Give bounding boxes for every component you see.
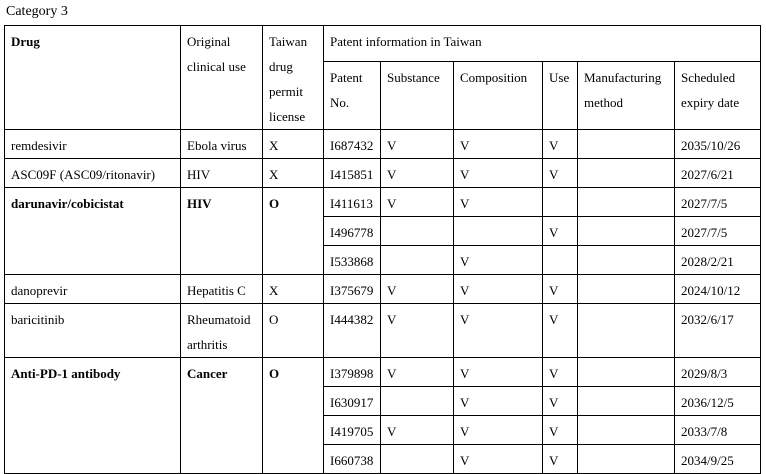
- table-row: [5, 159, 761, 188]
- drug-cell: remdesivir: [5, 130, 181, 159]
- use-mark-cell: V: [543, 304, 578, 358]
- patent-cell: I415851: [324, 159, 381, 188]
- expiry-cell: 2024/10/12: [675, 275, 761, 304]
- expiry-cell: 2029/8/3: [675, 358, 761, 387]
- drug-cell: Anti-PD-1 antibody: [5, 358, 181, 474]
- table-row: [5, 188, 761, 217]
- use-cell: Rheumatoid arthritis: [181, 304, 263, 358]
- composition-cell: V: [454, 445, 543, 474]
- expiry-cell: 2027/6/21: [675, 159, 761, 188]
- table-row: [5, 304, 761, 358]
- header-substance: Substance: [381, 62, 454, 130]
- composition-cell: V: [454, 304, 543, 358]
- substance-cell: [381, 217, 454, 246]
- substance-cell: V: [381, 358, 454, 387]
- manufacturing-cell: [578, 304, 675, 358]
- manufacturing-cell: [578, 275, 675, 304]
- expiry-cell: 2027/7/5: [675, 217, 761, 246]
- substance-cell: V: [381, 188, 454, 217]
- use-cell: HIV: [181, 188, 263, 275]
- drug-cell: danoprevir: [5, 275, 181, 304]
- use-cell: Cancer: [181, 358, 263, 474]
- table-row: [5, 275, 761, 304]
- composition-cell: V: [454, 275, 543, 304]
- header-composition: Composition: [454, 62, 543, 130]
- use-mark-cell: V: [543, 217, 578, 246]
- header-use: Use: [543, 62, 578, 130]
- license-cell: O: [263, 304, 324, 358]
- header-manufacturing: Manufacturing method: [578, 62, 675, 130]
- use-mark-cell: V: [543, 387, 578, 416]
- composition-cell: V: [454, 246, 543, 275]
- use-mark-cell: V: [543, 445, 578, 474]
- patent-table: [4, 25, 761, 474]
- composition-cell: V: [454, 416, 543, 445]
- manufacturing-cell: [578, 217, 675, 246]
- license-cell: X: [263, 159, 324, 188]
- header-taiwan-license: Taiwan drug permit license: [263, 26, 324, 130]
- patent-cell: I411613: [324, 188, 381, 217]
- expiry-cell: 2028/2/21: [675, 246, 761, 275]
- expiry-cell: 2027/7/5: [675, 188, 761, 217]
- composition-cell: V: [454, 188, 543, 217]
- patent-cell: I375679: [324, 275, 381, 304]
- use-mark-cell: [543, 246, 578, 275]
- header-drug: Drug: [5, 26, 181, 130]
- use-mark-cell: V: [543, 275, 578, 304]
- drug-cell: baricitinib: [5, 304, 181, 358]
- substance-cell: [381, 387, 454, 416]
- header-row-1: [5, 26, 761, 62]
- substance-cell: V: [381, 304, 454, 358]
- expiry-cell: 2032/6/17: [675, 304, 761, 358]
- substance-cell: [381, 246, 454, 275]
- substance-cell: V: [381, 130, 454, 159]
- manufacturing-cell: [578, 246, 675, 275]
- patent-cell: I444382: [324, 304, 381, 358]
- expiry-cell: 2034/9/25: [675, 445, 761, 474]
- drug-cell: ASC09F (ASC09/ritonavir): [5, 159, 181, 188]
- patent-cell: I660738: [324, 445, 381, 474]
- use-mark-cell: V: [543, 159, 578, 188]
- manufacturing-cell: [578, 416, 675, 445]
- manufacturing-cell: [578, 387, 675, 416]
- manufacturing-cell: [578, 358, 675, 387]
- expiry-cell: 2036/12/5: [675, 387, 761, 416]
- expiry-cell: 2035/10/26: [675, 130, 761, 159]
- header-original-use: Original clinical use: [181, 26, 263, 130]
- use-mark-cell: V: [543, 358, 578, 387]
- manufacturing-cell: [578, 159, 675, 188]
- header-patent-no: Patent No.: [324, 62, 381, 130]
- patent-cell: I379898: [324, 358, 381, 387]
- patent-cell: I533868: [324, 246, 381, 275]
- drug-cell: darunavir/cobicistat: [5, 188, 181, 275]
- license-cell: X: [263, 275, 324, 304]
- use-mark-cell: V: [543, 416, 578, 445]
- composition-cell: [454, 217, 543, 246]
- manufacturing-cell: [578, 130, 675, 159]
- composition-cell: V: [454, 159, 543, 188]
- expiry-cell: 2033/7/8: [675, 416, 761, 445]
- patent-cell: I419705: [324, 416, 381, 445]
- use-cell: HIV: [181, 159, 263, 188]
- substance-cell: V: [381, 416, 454, 445]
- substance-cell: V: [381, 275, 454, 304]
- license-cell: O: [263, 188, 324, 275]
- table-row: [5, 130, 761, 159]
- header-patent-info: Patent information in Taiwan: [324, 26, 761, 62]
- use-cell: Ebola virus: [181, 130, 263, 159]
- use-cell: Hepatitis C: [181, 275, 263, 304]
- license-cell: X: [263, 130, 324, 159]
- use-mark-cell: [543, 188, 578, 217]
- composition-cell: V: [454, 387, 543, 416]
- use-mark-cell: V: [543, 130, 578, 159]
- patent-cell: I630917: [324, 387, 381, 416]
- table-row: [5, 358, 761, 387]
- license-cell: O: [263, 358, 324, 474]
- substance-cell: V: [381, 159, 454, 188]
- table-caption: Category 3: [6, 4, 68, 19]
- patent-cell: I687432: [324, 130, 381, 159]
- composition-cell: V: [454, 358, 543, 387]
- patent-cell: I496778: [324, 217, 381, 246]
- composition-cell: V: [454, 130, 543, 159]
- header-expiry: Scheduled expiry date: [675, 62, 761, 130]
- manufacturing-cell: [578, 188, 675, 217]
